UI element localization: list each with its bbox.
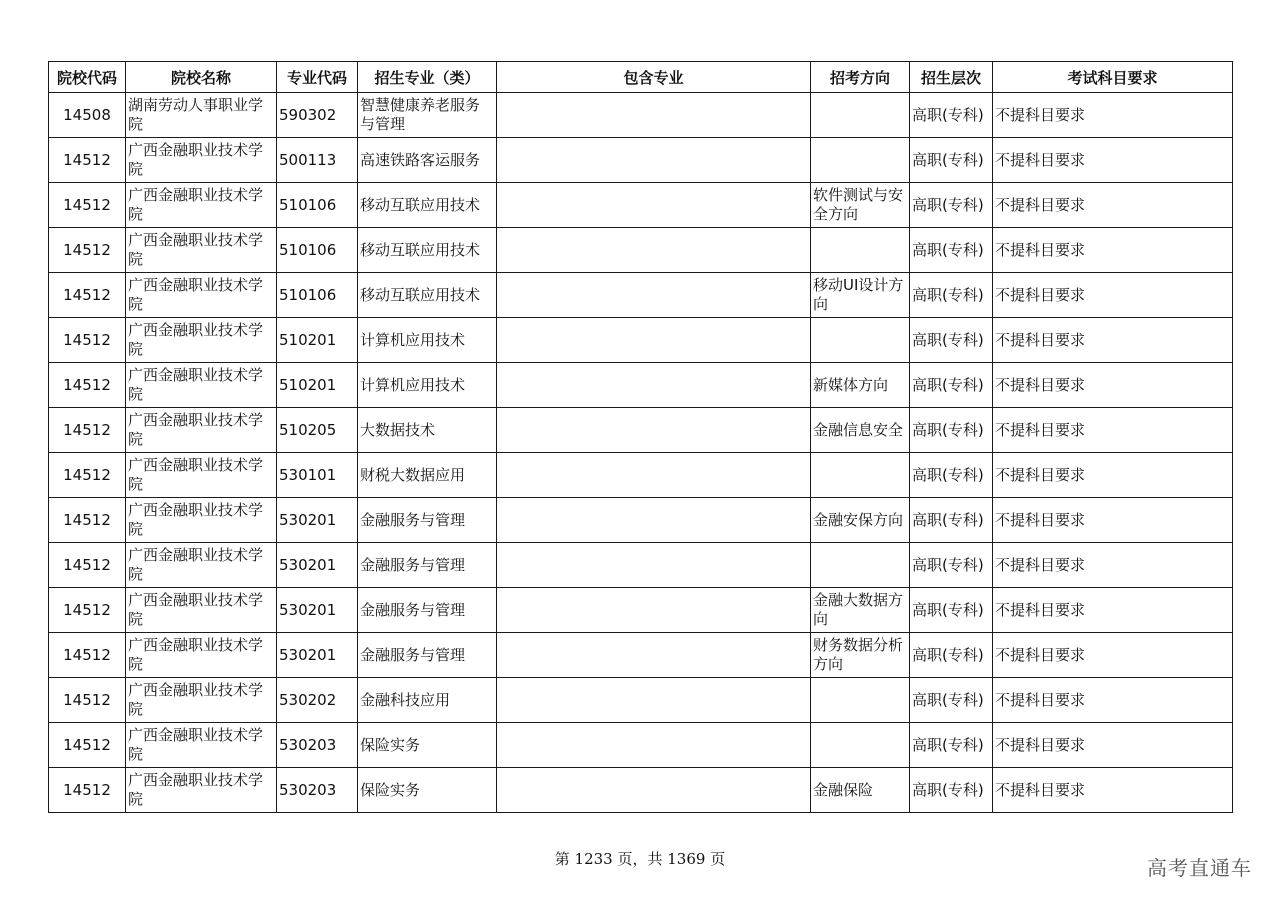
- header-school-code: 院校代码: [49, 62, 126, 93]
- cell-direction: 软件测试与安全方向: [811, 183, 910, 228]
- cell-school-code: 14512: [49, 318, 126, 363]
- cell-included-majors: [497, 768, 811, 813]
- cell-direction: 金融安保方向: [811, 498, 910, 543]
- table-row: [49, 498, 1233, 543]
- cell-exam-requirement: 不提科目要求: [993, 498, 1233, 543]
- cell-included-majors: [497, 273, 811, 318]
- cell-school-name: 广西金融职业技术学院: [126, 363, 277, 408]
- cell-level: 高职(专科): [910, 588, 993, 633]
- cell-school-name: 广西金融职业技术学院: [126, 453, 277, 498]
- cell-included-majors: [497, 453, 811, 498]
- cell-major: 金融服务与管理: [358, 498, 497, 543]
- table-header: [49, 62, 1233, 93]
- cell-school-name: 广西金融职业技术学院: [126, 588, 277, 633]
- cell-direction: [811, 543, 910, 588]
- cell-level: 高职(专科): [910, 768, 993, 813]
- cell-direction: [811, 228, 910, 273]
- cell-major: 计算机应用技术: [358, 363, 497, 408]
- cell-level: 高职(专科): [910, 723, 993, 768]
- cell-school-name: 广西金融职业技术学院: [126, 138, 277, 183]
- cell-included-majors: [497, 588, 811, 633]
- cell-major: 保险实务: [358, 768, 497, 813]
- header-included-majors: 包含专业: [497, 62, 811, 93]
- cell-major: 财税大数据应用: [358, 453, 497, 498]
- cell-level: 高职(专科): [910, 543, 993, 588]
- cell-major-code: 510201: [277, 363, 358, 408]
- cell-direction: 金融大数据方向: [811, 588, 910, 633]
- page-number: 第 1233 页，共 1369 页: [554, 850, 726, 868]
- cell-major: 金融服务与管理: [358, 543, 497, 588]
- cell-major-code: 510205: [277, 408, 358, 453]
- cell-exam-requirement: 不提科目要求: [993, 633, 1233, 678]
- table-row: [49, 408, 1233, 453]
- cell-direction: [811, 138, 910, 183]
- cell-level: 高职(专科): [910, 318, 993, 363]
- cell-included-majors: [497, 138, 811, 183]
- table-row: [49, 453, 1233, 498]
- cell-major-code: 590302: [277, 93, 358, 138]
- cell-major: 智慧健康养老服务与管理: [358, 93, 497, 138]
- cell-major: 金融服务与管理: [358, 588, 497, 633]
- cell-direction: 移动UI设计方向: [811, 273, 910, 318]
- cell-exam-requirement: 不提科目要求: [993, 408, 1233, 453]
- cell-exam-requirement: 不提科目要求: [993, 453, 1233, 498]
- table-row: [49, 93, 1233, 138]
- cell-school-code: 14508: [49, 93, 126, 138]
- cell-direction: 金融保险: [811, 768, 910, 813]
- cell-exam-requirement: 不提科目要求: [993, 228, 1233, 273]
- cell-school-code: 14512: [49, 723, 126, 768]
- table-row: [49, 723, 1233, 768]
- cell-level: 高职(专科): [910, 633, 993, 678]
- cell-major: 大数据技术: [358, 408, 497, 453]
- table-row: [49, 678, 1233, 723]
- header-exam-requirement: 考试科目要求: [993, 62, 1233, 93]
- table-row: [49, 183, 1233, 228]
- cell-major: 高速铁路客运服务: [358, 138, 497, 183]
- cell-school-code: 14512: [49, 183, 126, 228]
- cell-major-code: 500113: [277, 138, 358, 183]
- cell-major: 金融科技应用: [358, 678, 497, 723]
- cell-exam-requirement: 不提科目要求: [993, 768, 1233, 813]
- cell-exam-requirement: 不提科目要求: [993, 93, 1233, 138]
- header-major: 招生专业（类）: [358, 62, 497, 93]
- cell-school-code: 14512: [49, 633, 126, 678]
- cell-exam-requirement: 不提科目要求: [993, 273, 1233, 318]
- cell-direction: [811, 453, 910, 498]
- cell-level: 高职(专科): [910, 498, 993, 543]
- cell-school-name: 广西金融职业技术学院: [126, 723, 277, 768]
- table-row: [49, 318, 1233, 363]
- cell-school-name: 广西金融职业技术学院: [126, 408, 277, 453]
- cell-included-majors: [497, 93, 811, 138]
- cell-major-code: 530203: [277, 768, 358, 813]
- cell-school-name: 广西金融职业技术学院: [126, 273, 277, 318]
- cell-major: 移动互联应用技术: [358, 273, 497, 318]
- cell-level: 高职(专科): [910, 138, 993, 183]
- cell-included-majors: [497, 723, 811, 768]
- cell-included-majors: [497, 678, 811, 723]
- cell-level: 高职(专科): [910, 228, 993, 273]
- cell-major-code: 510201: [277, 318, 358, 363]
- cell-major-code: 530201: [277, 588, 358, 633]
- cell-major-code: 510106: [277, 273, 358, 318]
- cell-major: 保险实务: [358, 723, 497, 768]
- cell-level: 高职(专科): [910, 183, 993, 228]
- cell-major-code: 530202: [277, 678, 358, 723]
- cell-level: 高职(专科): [910, 363, 993, 408]
- cell-direction: 金融信息安全: [811, 408, 910, 453]
- cell-school-name: 湖南劳动人事职业学院: [126, 93, 277, 138]
- cell-major: 金融服务与管理: [358, 633, 497, 678]
- cell-major-code: 530203: [277, 723, 358, 768]
- cell-school-code: 14512: [49, 363, 126, 408]
- cell-major-code: 530201: [277, 543, 358, 588]
- table-row: [49, 768, 1233, 813]
- cell-major-code: 530101: [277, 453, 358, 498]
- cell-school-code: 14512: [49, 138, 126, 183]
- cell-major-code: 510106: [277, 228, 358, 273]
- cell-exam-requirement: 不提科目要求: [993, 318, 1233, 363]
- cell-level: 高职(专科): [910, 273, 993, 318]
- cell-direction: [811, 723, 910, 768]
- cell-direction: 财务数据分析方向: [811, 633, 910, 678]
- header-level: 招生层次: [910, 62, 993, 93]
- cell-exam-requirement: 不提科目要求: [993, 723, 1233, 768]
- watermark: 高考直通车: [1147, 856, 1252, 880]
- cell-included-majors: [497, 543, 811, 588]
- cell-school-name: 广西金融职业技术学院: [126, 498, 277, 543]
- table-row: [49, 363, 1233, 408]
- cell-school-code: 14512: [49, 408, 126, 453]
- cell-major-code: 510106: [277, 183, 358, 228]
- cell-major: 移动互联应用技术: [358, 183, 497, 228]
- cell-school-code: 14512: [49, 273, 126, 318]
- admissions-table: [48, 61, 1233, 813]
- cell-exam-requirement: 不提科目要求: [993, 363, 1233, 408]
- table-row: [49, 633, 1233, 678]
- cell-exam-requirement: 不提科目要求: [993, 183, 1233, 228]
- cell-included-majors: [497, 183, 811, 228]
- cell-included-majors: [497, 633, 811, 678]
- cell-included-majors: [497, 498, 811, 543]
- cell-school-code: 14512: [49, 588, 126, 633]
- cell-exam-requirement: 不提科目要求: [993, 678, 1233, 723]
- table-row: [49, 588, 1233, 633]
- cell-exam-requirement: 不提科目要求: [993, 588, 1233, 633]
- cell-school-code: 14512: [49, 543, 126, 588]
- cell-direction: [811, 678, 910, 723]
- cell-direction: 新媒体方向: [811, 363, 910, 408]
- cell-included-majors: [497, 363, 811, 408]
- cell-school-name: 广西金融职业技术学院: [126, 318, 277, 363]
- cell-level: 高职(专科): [910, 678, 993, 723]
- cell-exam-requirement: 不提科目要求: [993, 543, 1233, 588]
- header-row: [49, 62, 1233, 93]
- cell-school-name: 广西金融职业技术学院: [126, 633, 277, 678]
- cell-included-majors: [497, 318, 811, 363]
- cell-school-name: 广西金融职业技术学院: [126, 678, 277, 723]
- table-body: [49, 93, 1233, 813]
- cell-school-name: 广西金融职业技术学院: [126, 768, 277, 813]
- cell-major: 计算机应用技术: [358, 318, 497, 363]
- cell-included-majors: [497, 228, 811, 273]
- cell-exam-requirement: 不提科目要求: [993, 138, 1233, 183]
- header-school-name: 院校名称: [126, 62, 277, 93]
- cell-included-majors: [497, 408, 811, 453]
- cell-school-code: 14512: [49, 768, 126, 813]
- table-row: [49, 138, 1233, 183]
- cell-direction: [811, 93, 910, 138]
- table-row: [49, 273, 1233, 318]
- cell-school-code: 14512: [49, 228, 126, 273]
- header-major-code: 专业代码: [277, 62, 358, 93]
- cell-direction: [811, 318, 910, 363]
- cell-school-name: 广西金融职业技术学院: [126, 228, 277, 273]
- cell-major-code: 530201: [277, 498, 358, 543]
- cell-major: 移动互联应用技术: [358, 228, 497, 273]
- cell-school-code: 14512: [49, 453, 126, 498]
- table-row: [49, 228, 1233, 273]
- cell-level: 高职(专科): [910, 93, 993, 138]
- cell-school-code: 14512: [49, 678, 126, 723]
- cell-school-name: 广西金融职业技术学院: [126, 183, 277, 228]
- cell-school-code: 14512: [49, 498, 126, 543]
- cell-school-name: 广西金融职业技术学院: [126, 543, 277, 588]
- cell-level: 高职(专科): [910, 408, 993, 453]
- cell-major-code: 530201: [277, 633, 358, 678]
- header-direction: 招考方向: [811, 62, 910, 93]
- cell-level: 高职(专科): [910, 453, 993, 498]
- table-row: [49, 543, 1233, 588]
